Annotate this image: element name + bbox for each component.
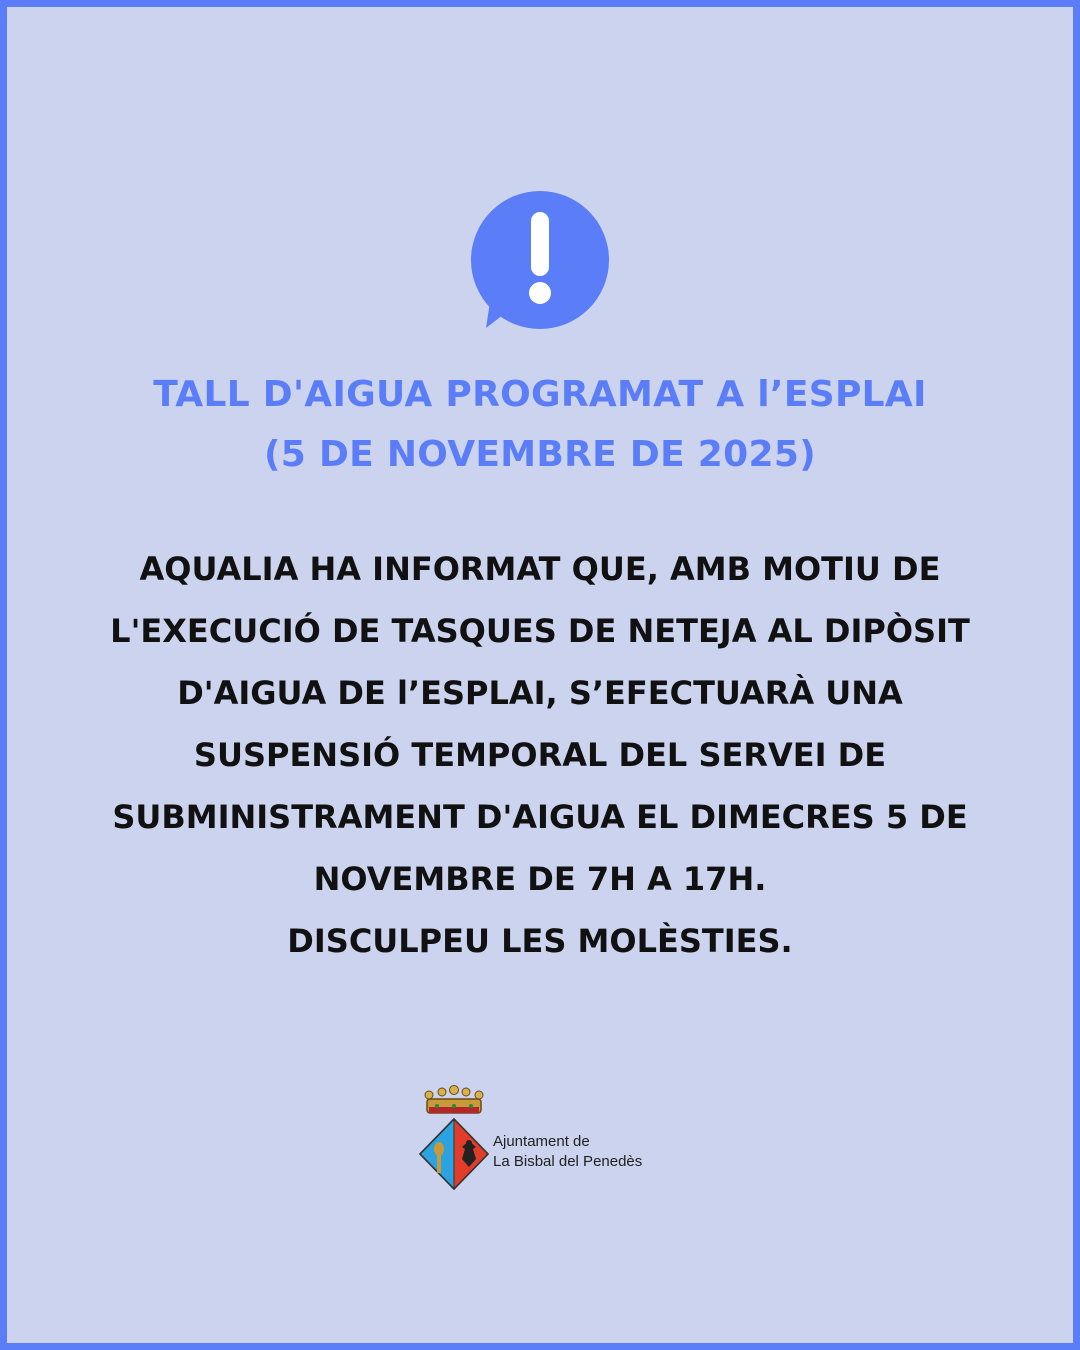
body-line: AQUALIA HA INFORMAT QUE, AMB MOTIU DE	[139, 550, 941, 588]
body-line: DISCULPEU LES MOLÈSTIES.	[287, 922, 793, 960]
notice-title: TALL D'AIGUA PROGRAMAT A l’ESPLAI	[153, 374, 927, 415]
notice-date: (5 DE NOVEMBRE DE 2025)	[264, 434, 816, 475]
logo-line-2: La Bisbal del Penedès	[493, 1153, 643, 1170]
notice-body	[60, 538, 1020, 972]
body-line: D'AIGUA DE l’ESPLAI, S’EFECTUARÀ UNA	[177, 674, 903, 712]
crown-icon	[425, 1086, 483, 1114]
exclamation-bubble-icon	[468, 190, 614, 336]
logo-line-1: Ajuntament de	[493, 1133, 590, 1150]
body-line: SUSPENSIÓ TEMPORAL DEL SERVEI DE	[193, 736, 887, 774]
body-line: L'EXECUCIÓ DE TASQUES DE NETEJA AL DIPÒSIT	[110, 612, 970, 650]
body-line: NOVEMBRE DE 7H A 17H.	[313, 860, 767, 898]
body-line: SUBMINISTRAMENT D'AIGUA EL DIMECRES 5 DE	[112, 798, 968, 836]
municipality-name	[493, 1132, 642, 1172]
